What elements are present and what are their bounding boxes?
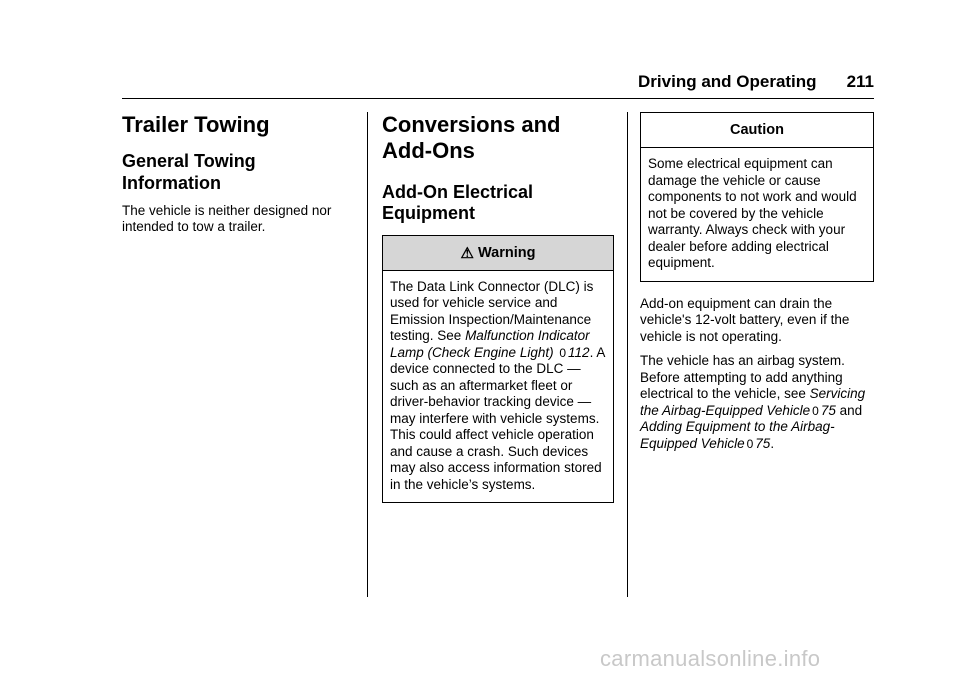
caution-text: Some electrical equipment can damage the vehicle or cause components to not work and would not be covered by the vehicle warranty. Always check with your dealer before adding electrical equipment. (648, 156, 857, 270)
servicing-airbag-link[interactable]: Servicing the Airbag-Equipped Vehicle (640, 386, 866, 418)
warning-text-part1: The Data Link Connector (DLC) is used for vehicle service and Emission Inspection/Maintenance testing. See (390, 278, 594, 344)
caution-header: Caution (641, 113, 873, 148)
column-1 (122, 112, 352, 236)
warning-label: Warning (477, 244, 536, 261)
warning-box (382, 235, 614, 504)
page-number: 211 (846, 72, 874, 91)
caution-body (641, 148, 873, 281)
page-ref-icon: 0 (559, 345, 567, 360)
adding-equipment-link[interactable]: Adding Equipment to the Airbag-Equipped Vehicle (640, 419, 835, 451)
towing-body-text: The vehicle is neither designed nor intended to tow a trailer. (122, 202, 332, 235)
column-divider-2 (627, 112, 628, 597)
warning-header (383, 236, 613, 271)
airbag-text-part1: The vehicle has an airbag system. Before attempting to add anything electrical to the vehicle, see (640, 353, 845, 401)
watermark: carmanualsonline.info (600, 646, 821, 671)
column-divider-1 (367, 112, 368, 597)
page-ref-112[interactable]: 112 (568, 344, 590, 360)
column-3 (640, 112, 874, 452)
running-header (122, 72, 874, 99)
page-ref-icon: 0 (746, 436, 754, 451)
conversions-heading: Conversions and Add-Ons (382, 112, 561, 164)
caution-box (640, 112, 874, 282)
page-ref-75-a[interactable]: 75 (820, 402, 836, 418)
airbag-text (640, 353, 874, 452)
airbag-text-end: . (770, 435, 775, 451)
general-towing-heading: General Towing Information (122, 151, 256, 193)
warning-body (383, 271, 613, 503)
battery-drain-text: Add-on equipment can drain the vehicle's 12-volt battery, even if the vehicle is not operating. (640, 295, 850, 344)
column-2 (382, 112, 614, 503)
add-on-electrical-heading: Add-On Electrical Equipment (382, 181, 534, 224)
warning-triangle-icon: ⚠ (460, 244, 474, 262)
trailer-towing-heading: Trailer Towing (122, 112, 270, 137)
section-title: Driving and Operating (638, 72, 817, 91)
malfunction-indicator-link[interactable]: Malfunction Indicator Lamp (Check Engine Light) (390, 328, 590, 360)
and-text: and (839, 402, 863, 418)
warning-text-part2: . A device connected to the DLC — such as an aftermarket fleet or driver-behavior tracking device — may interfere with vehicle systems. This could affect vehicle operation and cause a crash. Such devices may also access information stored in the vehicle’s systems. (390, 344, 605, 492)
warning-text (390, 279, 606, 494)
page-ref-75-b[interactable]: 75 (755, 435, 771, 451)
page-ref-icon: 0 (812, 403, 819, 418)
